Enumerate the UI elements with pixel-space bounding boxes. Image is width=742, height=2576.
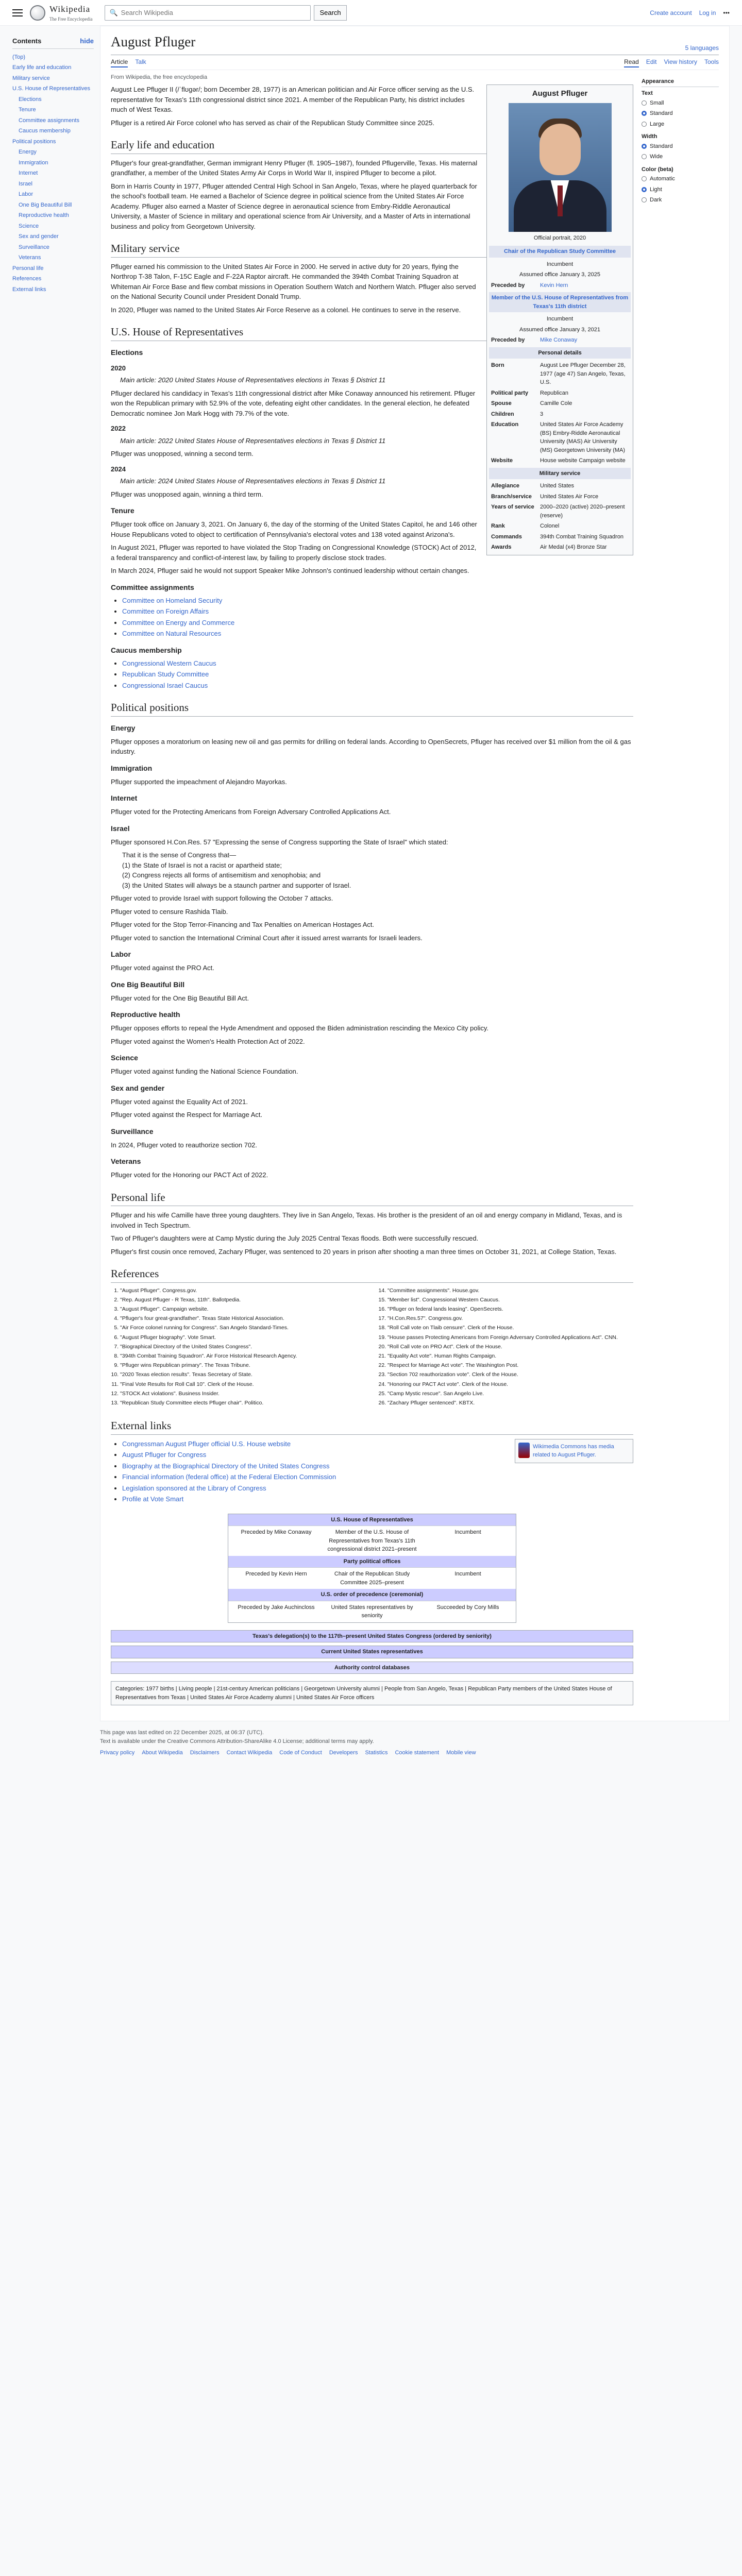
- tab-view-history[interactable]: View history: [664, 58, 697, 65]
- width-label: Width: [642, 133, 657, 140]
- reference-item[interactable]: 10. "2020 Texas election results". Texas Secretary of State.: [120, 1371, 366, 1379]
- election-2024-para: Pfluger was unopposed again, winning a third term.: [111, 490, 263, 498]
- repro-para: Pfluger opposes efforts to repeal the Hyde Amendment and opposed the Biden administration rescinding the Mexico City policy.: [111, 1024, 488, 1032]
- infobox-incumbent-2: Incumbent: [546, 316, 574, 322]
- military-para-2: In 2020, Pfluger was named to the United States Air Force Reserve as a colonel. He continues to serve in the reserve.: [111, 306, 461, 314]
- israel-more-1: Pfluger voted to provide Israel with support following the October 7 attacks.: [111, 894, 333, 902]
- party-next: Incumbent: [454, 1571, 481, 1578]
- sex-para: Pfluger voted against the Equality Act of 2021.: [111, 1097, 248, 1106]
- reference-item[interactable]: 7. "Biographical Directory of the United States Congress".: [120, 1343, 366, 1351]
- toc-item[interactable]: Tenure: [19, 107, 36, 113]
- languages-button[interactable]: 5 languages: [685, 44, 719, 52]
- labor-para: Pfluger voted against the PRO Act.: [111, 964, 214, 972]
- radio-selected-icon: [642, 187, 647, 192]
- tenure-para-3: In March 2024, Pfluger said he would not support Speaker Mike Johnson's continued leadership without certain changes.: [111, 567, 469, 574]
- color-automatic-option[interactable]: Automatic: [642, 174, 719, 184]
- toc-sidebar: [12, 26, 100, 1721]
- heading-positions: Political positions: [111, 700, 633, 717]
- toc-item[interactable]: Early life and education: [12, 64, 72, 71]
- israel-para: Pfluger sponsored H.Con.Res. 57 "Expressing the sense of Congress supporting the State of Israel" which stated:: [111, 838, 448, 846]
- license-text: Text is available under the Creative Commons Attribution-ShareAlike 4.0 License; additional terms may apply.: [100, 1738, 374, 1744]
- portrait-photo[interactable]: [509, 103, 612, 232]
- infobox-row: [489, 409, 631, 420]
- width-standard-option[interactable]: Standard: [642, 141, 719, 152]
- navbox-texas-delegation[interactable]: Texas's delegation(s) to the 117th–present United States Congress (ordered by seniority): [111, 1630, 633, 1643]
- toc-item[interactable]: (Top): [12, 54, 26, 60]
- infobox-row: [489, 521, 631, 532]
- infobox-row: [489, 398, 631, 409]
- infobox-row-value: United States Air Force: [540, 493, 599, 500]
- heading-external-links: External links: [111, 1418, 633, 1435]
- tenure-para-2: In August 2021, Pfluger was reported to have violated the Stop Trading on Congressional Knowledge (STOCK) Act of 2012, a federal transparency and conflict-of-interest law, by failing to properly disclose stock trades.: [111, 544, 477, 562]
- external-link[interactable]: • Biography at the Biographical Directory of the United States Congress: [122, 1461, 633, 1471]
- infobox-row: [489, 492, 631, 502]
- reference-item[interactable]: 18. "Roll Call vote on Tlaib censure". Clerk of the House.: [387, 1324, 633, 1332]
- site-tagline: The Free Encyclopedia: [49, 16, 93, 22]
- succession-prev[interactable]: Preceded by Mike Conaway: [241, 1529, 312, 1536]
- infobox-office-2[interactable]: Member of the U.S. House of Representatives from Texas's 11th district: [489, 292, 631, 312]
- heading-surveillance: Surveillance: [111, 1127, 154, 1136]
- toc-item[interactable]: Immigration: [19, 159, 48, 166]
- election-2022-para: Pfluger was unopposed, winning a second term.: [111, 450, 254, 457]
- intro-para-1: August Lee Pfluger II (/ˈflʊɡər/; born December 28, 1977) is an American politician and Air Force officer serving as the U.S. representative for Texas's 11th congressional district since 2021. A member of the Republican Party, his district includes much of West Texas.: [111, 86, 475, 113]
- footer-link[interactable]: Privacy policy: [100, 1750, 135, 1756]
- radio-icon: [642, 197, 647, 202]
- toc-item[interactable]: Personal life: [12, 265, 44, 272]
- create-account-link[interactable]: Create account: [650, 9, 692, 16]
- toc-header: [12, 36, 94, 49]
- footer-link[interactable]: About Wikipedia: [142, 1750, 183, 1756]
- israel-more-3: Pfluger voted for the Stop Terror-Financing and Tax Penalties on American Hostages Act.: [111, 921, 375, 928]
- footer-link[interactable]: Cookie statement: [395, 1750, 440, 1756]
- infobox-row-label: Spouse: [491, 400, 512, 406]
- infobox-row-value: House website Campaign website: [540, 457, 626, 464]
- navbox-authority-control[interactable]: Authority control databases: [111, 1662, 633, 1674]
- reference-item[interactable]: 17. "H.Con.Res.57". Congress.gov.: [387, 1315, 633, 1323]
- infobox-row-label: Commands: [491, 533, 522, 540]
- internet-para: Pfluger voted for the Protecting Americans from Foreign Adversary Controlled Applications Act.: [111, 808, 391, 816]
- tab-talk[interactable]: Talk: [135, 58, 146, 65]
- energy-para: Pfluger opposes a moratorium on leasing new oil and gas permits for drilling on federal lands. According to OpenSecrets, Pfluger has received over $1 million from the oil & gas industry.: [111, 737, 631, 755]
- heading-veterans: Veterans: [111, 1157, 141, 1165]
- commons-box: [515, 1439, 633, 1463]
- reference-item[interactable]: 3. "August Pfluger". Campaign website.: [120, 1306, 366, 1313]
- infobox-row-label: Political party: [491, 389, 529, 396]
- infobox-assumed-2: Assumed office January 3, 2021: [519, 326, 600, 333]
- toc-item[interactable]: Labor: [19, 191, 33, 197]
- color-light-option[interactable]: Light: [642, 184, 719, 195]
- obbb-para: Pfluger voted for the One Big Beautiful Bill Act.: [111, 994, 249, 1002]
- israel-quote: That it is the sense of Congress that— (1) the State of Israel is not a racist or apartheid state; (2) Congress rejects all forms of antisemitism and xenophobia; and (3) the United States will always be a staunch partner and supporter of Israel.: [122, 851, 351, 889]
- user-links: [650, 8, 730, 18]
- toc-item[interactable]: Surveillance: [19, 244, 49, 250]
- radio-selected-icon: [642, 111, 647, 116]
- sex-para-2: Pfluger voted against the Respect for Marriage Act.: [111, 1111, 263, 1118]
- radio-icon: [642, 100, 647, 106]
- infobox-name: August Pfluger: [532, 89, 588, 98]
- toc-item[interactable]: Israel: [19, 180, 32, 187]
- footer-link[interactable]: Disclaimers: [190, 1750, 220, 1756]
- infobox-row-label: Years of service: [491, 504, 534, 510]
- search-button[interactable]: Search: [314, 5, 346, 21]
- reference-item[interactable]: 2. "Rep. August Pfluger - R Texas, 11th". Ballotpedia.: [120, 1296, 366, 1304]
- heading-2024: 2024: [111, 465, 126, 473]
- toc-item[interactable]: Veterans: [19, 255, 41, 261]
- hatnote-2020[interactable]: Main article: 2020 United States House of Representatives elections in Texas § District 11: [120, 376, 386, 384]
- footer-links: [100, 1749, 730, 1757]
- order-next[interactable]: Succeeded by Cory Mills: [436, 1604, 499, 1611]
- appearance-title: Appearance: [642, 77, 719, 88]
- infobox-row: [489, 502, 631, 521]
- infobox-row: [489, 455, 631, 466]
- infobox-military-rows: [489, 481, 631, 553]
- heading-energy: Energy: [111, 723, 136, 732]
- heading-2022: 2022: [111, 425, 126, 432]
- infobox-row-label: Awards: [491, 544, 512, 550]
- infobox-row-label: Born: [491, 362, 504, 368]
- toc-list: [12, 52, 94, 295]
- infobox-row: [489, 419, 631, 455]
- list-item: • Committee on Natural Resources: [122, 629, 633, 639]
- footer-link[interactable]: Developers: [329, 1750, 358, 1756]
- infobox-row-value: Republican: [540, 389, 569, 396]
- heading-repro: Reproductive health: [111, 1010, 180, 1019]
- title-row: [111, 31, 719, 55]
- reference-item[interactable]: 14. "Committee assignments". House.gov.: [387, 1287, 633, 1295]
- footer-link[interactable]: Contact Wikipedia: [226, 1750, 273, 1756]
- search-input[interactable]: [121, 9, 307, 16]
- heading-elections: Elections: [111, 348, 143, 357]
- personal-para-2: Two of Pfluger's daughters were at Camp Mystic during the July 2025 Central Texas floods. Both were successfully rescued.: [111, 1234, 479, 1242]
- infobox-row-value: United States: [540, 483, 575, 489]
- toc-title: Contents: [12, 37, 42, 45]
- reference-item[interactable]: 21. "Equality Act vote". Human Rights Campaign.: [387, 1352, 633, 1360]
- reference-item[interactable]: 26. "Zachary Pfluger sentenced". KBTX.: [387, 1399, 633, 1407]
- toc-item[interactable]: External links: [12, 286, 46, 293]
- radio-icon: [642, 122, 647, 127]
- list-item: • Congressional Israel Caucus: [122, 681, 633, 691]
- text-size-label: Text: [642, 90, 653, 96]
- infobox-personal-header: Personal details: [489, 347, 631, 359]
- toc-item[interactable]: References: [12, 276, 42, 282]
- radio-icon: [642, 154, 647, 159]
- reference-item[interactable]: 6. "August Pfluger biography". Vote Smart.: [120, 1334, 366, 1342]
- infobox-row-value: 2000–2020 (active) 2020–present (reserve): [540, 504, 625, 519]
- infobox-row-value: 394th Combat Training Squadron: [540, 533, 624, 540]
- order-prev[interactable]: Preceded by Jake Auchincloss: [238, 1604, 315, 1611]
- article-main: [100, 26, 730, 1721]
- infobox: [486, 84, 633, 555]
- color-dark-option[interactable]: Dark: [642, 195, 719, 206]
- reference-item[interactable]: 19. "House passes Protecting Americans from Foreign Adversary Controlled Applications Act". CNN.: [387, 1334, 633, 1342]
- reference-item[interactable]: 22. "Respect for Marriage Act vote". The Washington Post.: [387, 1362, 633, 1369]
- toc-item[interactable]: Elections: [19, 96, 42, 103]
- heading-house: U.S. House of Representatives: [111, 324, 633, 341]
- succession-next: Incumbent: [454, 1529, 481, 1536]
- radio-icon: [642, 176, 647, 181]
- heading-sex-gender: Sex and gender: [111, 1083, 165, 1092]
- tab-article[interactable]: Article: [111, 57, 128, 67]
- reference-item[interactable]: 15. "Member list". Congressional Western Caucus.: [387, 1296, 633, 1304]
- hatnote-2022[interactable]: Main article: 2022 United States House of Representatives elections in Texas § District 11: [120, 436, 386, 445]
- reference-item[interactable]: 12. "STOCK Act violations". Business Insider.: [120, 1390, 366, 1398]
- external-link[interactable]: • Financial information (federal office) at the Federal Election Commission: [122, 1472, 633, 1482]
- external-link[interactable]: • Congressman August Pfluger official U.S. House website: [122, 1439, 633, 1449]
- main-menu-icon[interactable]: [12, 9, 23, 16]
- reference-item[interactable]: 13. "Republican Study Committee elects Pfluger chair". Politico.: [120, 1399, 366, 1407]
- navbox-current-representatives[interactable]: Current United States representatives: [111, 1646, 633, 1658]
- infobox-preceded-1: [489, 280, 631, 291]
- infobox-caption: Official portrait, 2020: [533, 234, 586, 241]
- succession-box: [228, 1514, 516, 1623]
- succession-head: U.S. House of Representatives: [228, 1514, 516, 1526]
- tab-tools[interactable]: Tools: [704, 58, 719, 65]
- globe-icon: [30, 5, 45, 21]
- list-item: • Committee on Foreign Affairs: [122, 606, 633, 617]
- infobox-row: [489, 360, 631, 388]
- heading-obbb: One Big Beautiful Bill: [111, 980, 185, 989]
- footer-link[interactable]: Code of Conduct: [279, 1750, 322, 1756]
- immigration-para: Pfluger supported the impeachment of Alejandro Mayorkas.: [111, 777, 287, 786]
- infobox-row-label: Children: [491, 411, 514, 417]
- text-large-option[interactable]: Large: [642, 119, 719, 130]
- infobox-row-value: United States Air Force Academy (BS) Embry-Riddle Aeronautical University (MAS) Air University (MS) Georgetown University (MA): [540, 421, 626, 453]
- infobox-row: [489, 388, 631, 399]
- footer-link[interactable]: Statistics: [365, 1750, 388, 1756]
- list-item: • Committee on Energy and Commerce: [122, 618, 633, 628]
- heading-science: Science: [111, 1054, 138, 1062]
- toc-item[interactable]: One Big Beautiful Bill: [19, 201, 72, 208]
- commons-link[interactable]: Wikimedia Commons has media related to August Pfluger.: [533, 1443, 614, 1459]
- heading-tenure: Tenure: [111, 506, 134, 515]
- infobox-row-value: Air Medal (x4) Bronze Star: [540, 544, 607, 550]
- science-para: Pfluger voted against funding the National Science Foundation.: [111, 1067, 298, 1075]
- reference-item[interactable]: 4. "Pfluger's four great-grandfather". Texas State Historical Association.: [120, 1315, 366, 1323]
- list-item: • Committee on Homeland Security: [122, 596, 633, 606]
- infobox-row-value: August Lee Pfluger December 28, 1977 (age 47) San Angelo, Texas, U.S.: [540, 362, 626, 385]
- reference-item[interactable]: 9. "Pfluger wins Republican primary". The Texas Tribune.: [120, 1362, 366, 1369]
- top-header: [0, 0, 742, 26]
- party-head: Party political offices: [228, 1556, 516, 1568]
- infobox-personal-rows: [489, 360, 631, 466]
- toc-item[interactable]: Caucus membership: [19, 128, 71, 134]
- page-tabs: [111, 55, 719, 70]
- veterans-para: Pfluger voted for the Honoring our PACT Act of 2022.: [111, 1171, 268, 1179]
- election-2020-para: Pfluger declared his candidacy in Texas's 11th congressional district after Mike Conaway announced his retirement. Pfluger won the Republican primary with 52.9% of the vote, defeating eight other candidates. In the general election, he defeated Democratic nominee Jon Mark Hogg with 79.7% of the vote.: [111, 389, 476, 417]
- last-modified: This page was last edited on 22 December 2025, at 06:37 (UTC).: [100, 1730, 264, 1736]
- infobox-row-value: 3: [540, 411, 544, 417]
- infobox-row-label: Website: [491, 457, 513, 464]
- infobox-row-label: Allegiance: [491, 483, 520, 489]
- external-link[interactable]: • Legislation sponsored at the Library of Congress: [122, 1483, 633, 1494]
- toc-item[interactable]: Committee assignments: [19, 117, 79, 124]
- intro-para-2: Pfluger is a retired Air Force colonel who has served as chair of the Republican Study Committee since 2025.: [111, 118, 434, 127]
- heading-caucus: Caucus membership: [111, 646, 182, 654]
- infobox-military-header: Military service: [489, 468, 631, 480]
- toc-item[interactable]: Political positions: [12, 138, 56, 145]
- surveillance-para: In 2024, Pfluger voted to reauthorize section 702.: [111, 1141, 258, 1149]
- tab-read[interactable]: Read: [624, 57, 639, 67]
- tab-edit[interactable]: Edit: [646, 58, 657, 65]
- reference-item[interactable]: 11. "Final Vote Results for Roll Call 10". Clerk of the House.: [120, 1381, 366, 1388]
- heading-committees: Committee assignments: [111, 583, 194, 591]
- list-item: • Congressional Western Caucus: [122, 658, 633, 669]
- reference-item[interactable]: 1. "August Pfluger". Congress.gov.: [120, 1287, 366, 1295]
- preceded-link-1[interactable]: Kevin Hern: [540, 282, 568, 289]
- references-list: [111, 1287, 633, 1409]
- footer-link[interactable]: Mobile view: [446, 1750, 476, 1756]
- heading-labor: Labor: [111, 950, 131, 958]
- heading-israel: Israel: [111, 824, 130, 833]
- succession-office[interactable]: Member of the U.S. House of Representatives from Texas's 11th congressional district 2021–present: [327, 1529, 417, 1553]
- width-wide-option[interactable]: Wide: [642, 151, 719, 162]
- israel-more-2: Pfluger voted to censure Rashida Tlaib.: [111, 907, 228, 916]
- caucus-list: [111, 658, 633, 691]
- heading-early-life: Early life and education: [111, 137, 633, 154]
- early-para-2: Born in Harris County in 1977, Pfluger attended Central High School in San Angelo, Texas, where he played quarterback for the school's football team. He earned a Bachelor of Science degree in political science from the United States Air Force Academy. Pfluger also earned a Master of Science degree in aeronautical science from Embry-Riddle Aeronautical University, a Master of Science in military and operational science from Air University, and a Master of Arts in international business and policy from Georgetown University.: [111, 182, 477, 230]
- heading-internet: Internet: [111, 794, 138, 802]
- heading-2020: 2020: [111, 364, 126, 372]
- infobox-row: [489, 532, 631, 543]
- article-body: [111, 70, 633, 1706]
- heading-military: Military service: [111, 241, 633, 258]
- color-label: Color (beta): [642, 166, 673, 173]
- toc-item[interactable]: Military service: [12, 75, 50, 81]
- toc-item[interactable]: Internet: [19, 170, 38, 176]
- infobox-office-1[interactable]: Chair of the Republican Study Committee: [489, 246, 631, 258]
- external-link[interactable]: • Profile at Vote Smart: [122, 1494, 633, 1504]
- search-icon: 🔍: [109, 8, 118, 16]
- category-links[interactable]: Categories: 1977 births | Living people | 21st-century American politicians | Georgetown University alumni | People from San Angelo, Texas | Republican Party members of the United States House of Representatives from Texas | United States Air Force Academy alumni | United States Air Force officers: [111, 1681, 633, 1705]
- external-link[interactable]: • August Pfluger for Congress: [122, 1450, 633, 1460]
- page-title: August Pfluger: [111, 34, 196, 49]
- infobox-row-label: Rank: [491, 523, 505, 529]
- reference-item[interactable]: 5. "Air Force colonel running for Congress". San Angelo Standard-Times.: [120, 1324, 366, 1332]
- preceded-label: Preceded by: [491, 337, 525, 343]
- reference-item[interactable]: 20. "Roll Call vote on PRO Act". Clerk of the House.: [387, 1343, 633, 1351]
- repro-para-2: Pfluger voted against the Women's Health Protection Act of 2022.: [111, 1037, 305, 1045]
- heading-immigration: Immigration: [111, 764, 153, 772]
- preceded-link-2[interactable]: Mike Conaway: [540, 337, 578, 343]
- commons-icon: [518, 1443, 530, 1458]
- infobox-assumed-1: Assumed office January 3, 2025: [519, 272, 600, 278]
- infobox-row: [489, 481, 631, 492]
- early-para-1: Pfluger's four great-grandfather, German immigrant Henry Pfluger (fl. 1905–1987), founded Pflugerville, Texas. His maternal grandfather, a member of the United States Army Air Corps in World War II, inspired Pfluger to become a pilot.: [111, 159, 478, 177]
- list-item: • Republican Study Committee: [122, 669, 633, 680]
- tenure-para-1: Pfluger took office on January 3, 2021. On January 6, the day of the storming of the United States Capitol, he and 146 other House Republicans voted to object to certification of Pennsylvania's electoral votes and 138 voted against Arizona's.: [111, 520, 477, 538]
- party-office[interactable]: Chair of the Republican Study Committee 2025–present: [334, 1571, 410, 1586]
- toc-item[interactable]: Energy: [19, 149, 37, 155]
- toc-item[interactable]: Sex and gender: [19, 233, 59, 240]
- heading-personal-life: Personal life: [111, 1190, 633, 1207]
- personal-para-3: Pfluger's first cousin once removed, Zachary Pfluger, was sentenced to 20 years in prison after shooting a man three times on October 31, 2021, at College Station, Texas.: [111, 1247, 617, 1256]
- infobox-row: [489, 542, 631, 553]
- reference-item[interactable]: 25. "Camp Mystic rescue". San Angelo Live.: [387, 1390, 633, 1398]
- infobox-row-value: Camille Cole: [540, 400, 572, 406]
- order-office[interactable]: United States representatives by seniority: [331, 1604, 413, 1619]
- more-menu-icon[interactable]: •••: [723, 9, 730, 16]
- reference-item[interactable]: 16. "Pfluger on federal lands leasing". OpenSecrets.: [387, 1306, 633, 1313]
- infobox-row-value: Colonel: [540, 523, 560, 529]
- military-para-1: Pfluger earned his commission to the United States Air Force in 2000. He served in active duty for 20 years, flying the Northrop T-38 Talon, F-15C Eagle and F-22A Raptor aircraft. He commanded the 394th Combat Training Squadron at Whiteman Air Force Base and flew combat missions in Operation Southern Watch and Northern Watch. Pfluger also served on the National Security Council under President Donald Trump.: [111, 262, 476, 300]
- infobox-row-label: Education: [491, 421, 519, 428]
- heading-references: References: [111, 1266, 633, 1283]
- from-wikipedia-note: From Wikipedia, the free encyclopedia: [111, 74, 208, 80]
- radio-selected-icon: [642, 144, 647, 149]
- israel-more-4: Pfluger voted to sanction the International Criminal Court after it issued arrest warrants for Israeli leaders.: [111, 934, 423, 942]
- toc-hide-button[interactable]: hide: [80, 37, 94, 45]
- reference-item[interactable]: 24. "Honoring our PACT Act vote". Clerk of the House.: [387, 1381, 633, 1388]
- infobox-row-label: Branch/service: [491, 493, 532, 500]
- reference-item[interactable]: 23. "Section 702 reauthorization vote". Clerk of the House.: [387, 1371, 633, 1379]
- hatnote-2024[interactable]: Main article: 2024 United States House of Representatives elections in Texas § District 11: [120, 477, 386, 485]
- search-box: [105, 5, 311, 21]
- appearance-panel: [642, 70, 719, 1706]
- reference-item[interactable]: 8. "394th Combat Training Squadron". Air Force Historical Research Agency.: [120, 1352, 366, 1360]
- text-standard-option[interactable]: Standard: [642, 108, 719, 119]
- infobox-preceded-2: [489, 335, 631, 346]
- personal-para-1: Pfluger and his wife Camille have three young daughters. They live in San Angelo, Texas. His brother is the president of an oil and energy company in Midland, Texas, and is involved in Tech Spectrum.: [111, 1211, 622, 1229]
- site-name: Wikipedia: [49, 4, 91, 14]
- infobox-incumbent: Incumbent: [546, 261, 574, 267]
- toc-item[interactable]: Science: [19, 223, 39, 229]
- toc-item[interactable]: U.S. House of Representatives: [12, 86, 91, 92]
- party-prev[interactable]: Preceded by Kevin Hern: [245, 1571, 307, 1578]
- committee-list: [111, 596, 633, 639]
- wikipedia-logo[interactable]: [30, 3, 92, 23]
- page-footer: [0, 1721, 742, 1773]
- order-head: U.S. order of precedence (ceremonial): [228, 1589, 516, 1601]
- text-small-option[interactable]: Small: [642, 98, 719, 109]
- preceded-label: Preceded by: [491, 282, 525, 289]
- login-link[interactable]: Log in: [699, 9, 716, 16]
- toc-item[interactable]: Reproductive health: [19, 212, 69, 218]
